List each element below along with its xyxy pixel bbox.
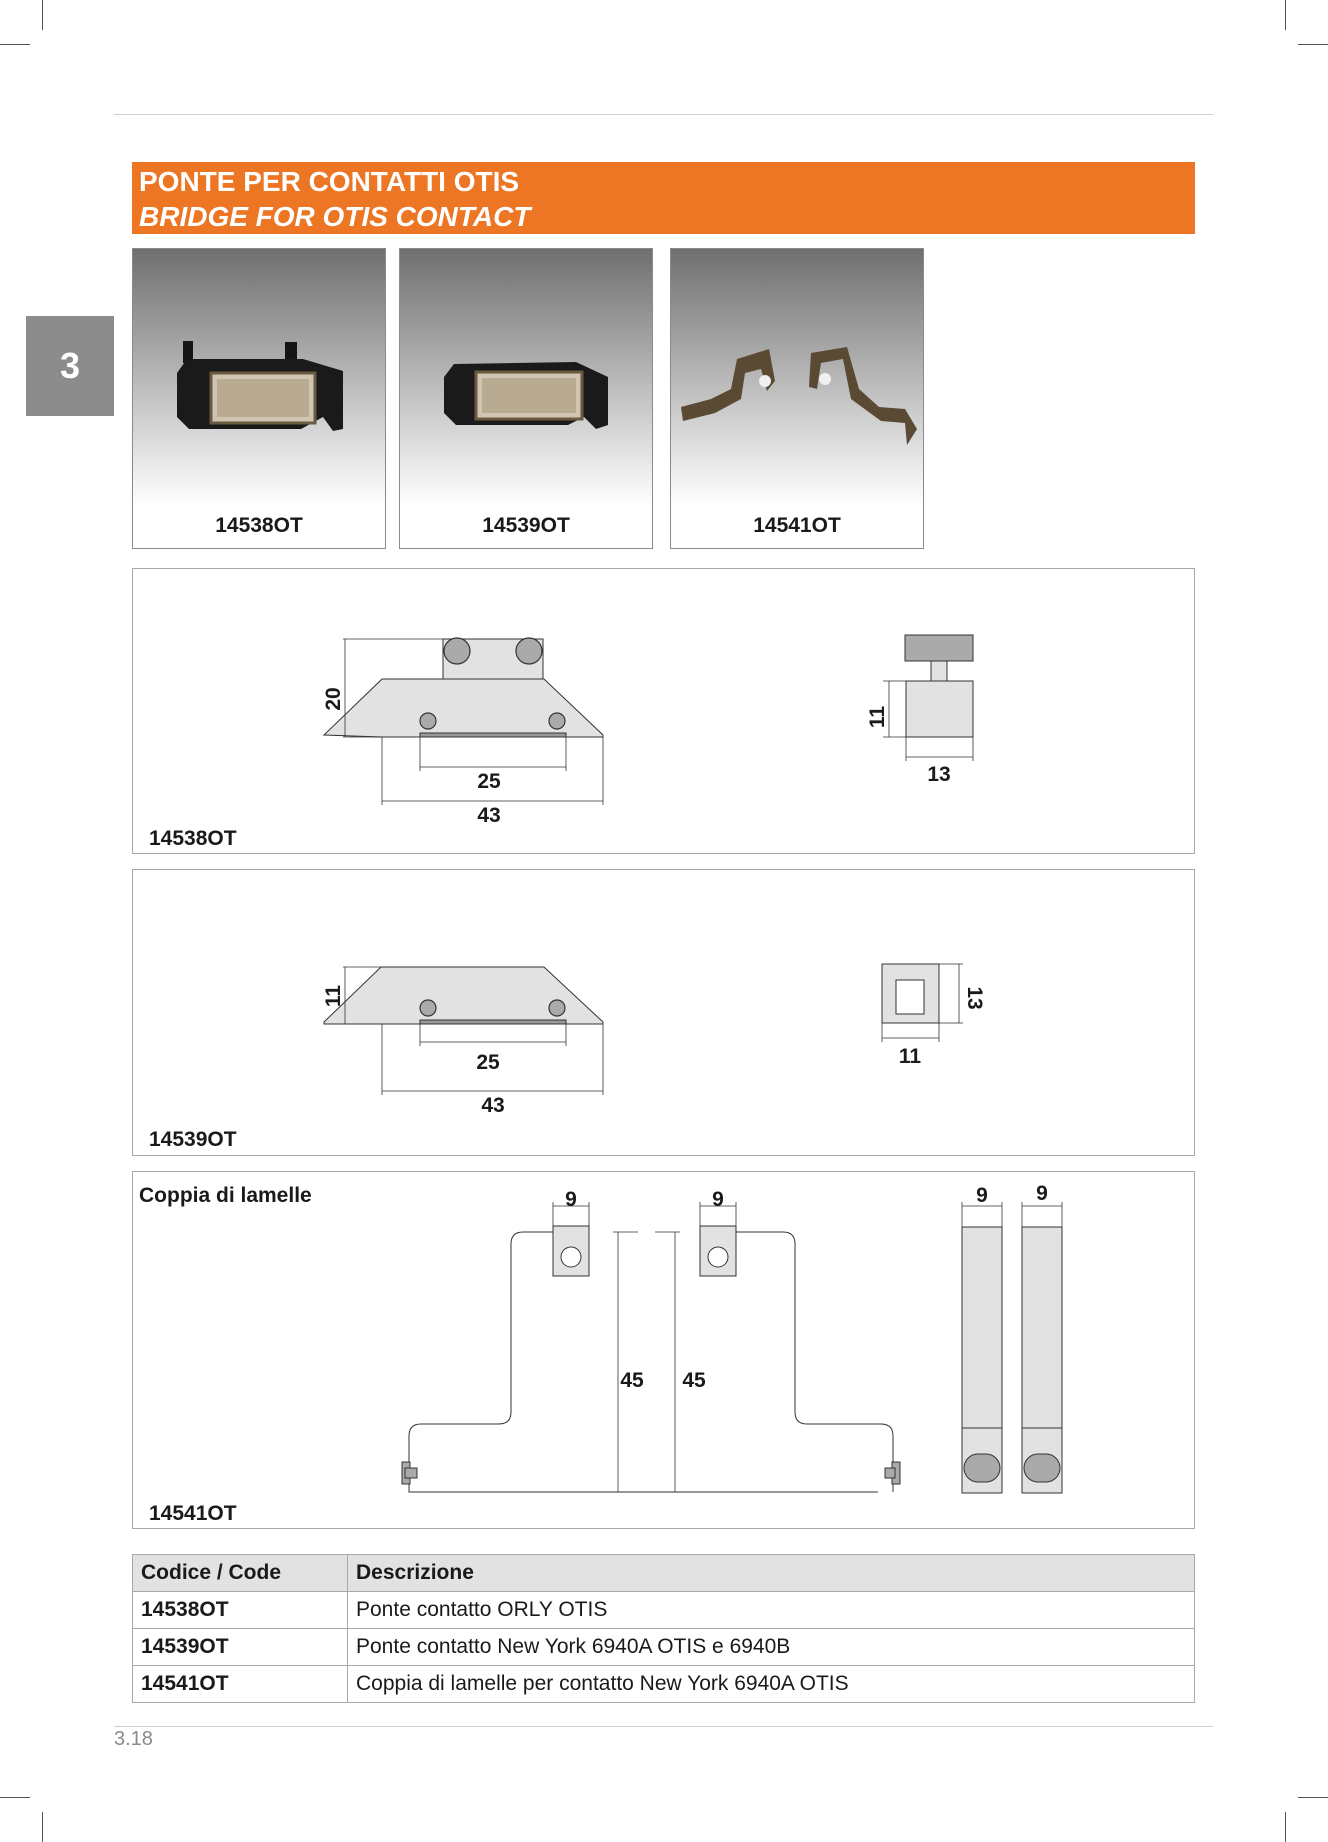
dimension-outer-width: 43 — [481, 1094, 505, 1117]
dimension-inner-width: 25 — [476, 1051, 500, 1074]
table-row — [133, 1592, 1195, 1629]
crop-mark — [42, 1812, 43, 1842]
contact-bridge-photo — [400, 249, 653, 509]
cell-description: Coppia di lamelle per contatto New York 6940A OTIS — [348, 1666, 1195, 1703]
technical-drawing-14539 — [133, 870, 1196, 1157]
cell-description: Ponte contatto ORLY OTIS — [348, 1592, 1195, 1629]
dimension-height: 11 — [322, 984, 345, 1008]
product-table — [132, 1554, 1195, 1703]
drawing-panel-14541 — [132, 1171, 1195, 1529]
crop-mark — [0, 1797, 30, 1798]
dimension-side-width: 13 — [927, 763, 951, 786]
technical-drawing-14541 — [133, 1172, 1196, 1530]
photo-caption: 14538OT — [215, 514, 303, 537]
crop-mark — [1285, 0, 1286, 30]
dimension-side-width-right: 9 — [1036, 1182, 1048, 1205]
table-header-row — [133, 1555, 1195, 1592]
drawing-code: 14539OT — [149, 1128, 237, 1151]
crop-mark — [1298, 44, 1328, 45]
drawing-panel-14539 — [132, 869, 1195, 1156]
dimension-height-right: 45 — [682, 1369, 706, 1392]
page-number: 3.18 — [114, 1728, 153, 1750]
section-header — [132, 162, 1195, 234]
title-italian: PONTE PER CONTATTI OTIS — [139, 166, 520, 197]
dimension-tab-width-left: 9 — [565, 1188, 577, 1211]
product-photo-14538 — [132, 248, 386, 549]
cell-code: 14538OT — [133, 1592, 348, 1629]
drawing-code: 14541OT — [149, 1502, 237, 1525]
product-photo-14539 — [399, 248, 653, 549]
cell-description: Ponte contatto New York 6940A OTIS e 6940B — [348, 1629, 1195, 1666]
contact-blade-pair-photo — [671, 249, 924, 509]
dimension-side-height: 11 — [866, 705, 889, 729]
dimension-outer-width: 43 — [477, 804, 501, 827]
dimension-side-width: 11 — [898, 1045, 922, 1068]
contact-bridge-with-pins-photo — [133, 249, 386, 509]
drawing-panel-14538 — [132, 568, 1195, 854]
title-english: BRIDGE FOR OTIS CONTACT — [139, 201, 531, 232]
technical-drawing-14538 — [133, 569, 1196, 855]
section-tab: 3 — [26, 316, 114, 416]
crop-mark — [42, 0, 43, 30]
photo-caption: 14541OT — [753, 514, 841, 537]
crop-mark — [0, 44, 30, 45]
dimension-side-height: 13 — [963, 986, 986, 1010]
top-rule — [114, 114, 1213, 115]
cell-code: 14541OT — [133, 1666, 348, 1703]
column-header-description: Descrizione — [348, 1555, 1195, 1592]
bottom-rule — [114, 1726, 1213, 1727]
dimension-side-width-left: 9 — [976, 1184, 988, 1207]
dimension-inner-width: 25 — [477, 770, 501, 793]
crop-mark — [1285, 1812, 1286, 1842]
dimension-tab-width-right: 9 — [712, 1188, 724, 1211]
dimension-height-left: 45 — [620, 1369, 644, 1392]
photo-caption: 14539OT — [482, 514, 570, 537]
table-row — [133, 1666, 1195, 1703]
column-header-code: Codice / Code — [133, 1555, 348, 1592]
crop-mark — [1298, 1797, 1328, 1798]
drawing-code: 14538OT — [149, 827, 237, 850]
drawing-title: Coppia di lamelle — [139, 1184, 312, 1207]
dimension-height: 20 — [322, 687, 345, 711]
table-row — [133, 1629, 1195, 1666]
cell-code: 14539OT — [133, 1629, 348, 1666]
product-photo-14541 — [670, 248, 924, 549]
